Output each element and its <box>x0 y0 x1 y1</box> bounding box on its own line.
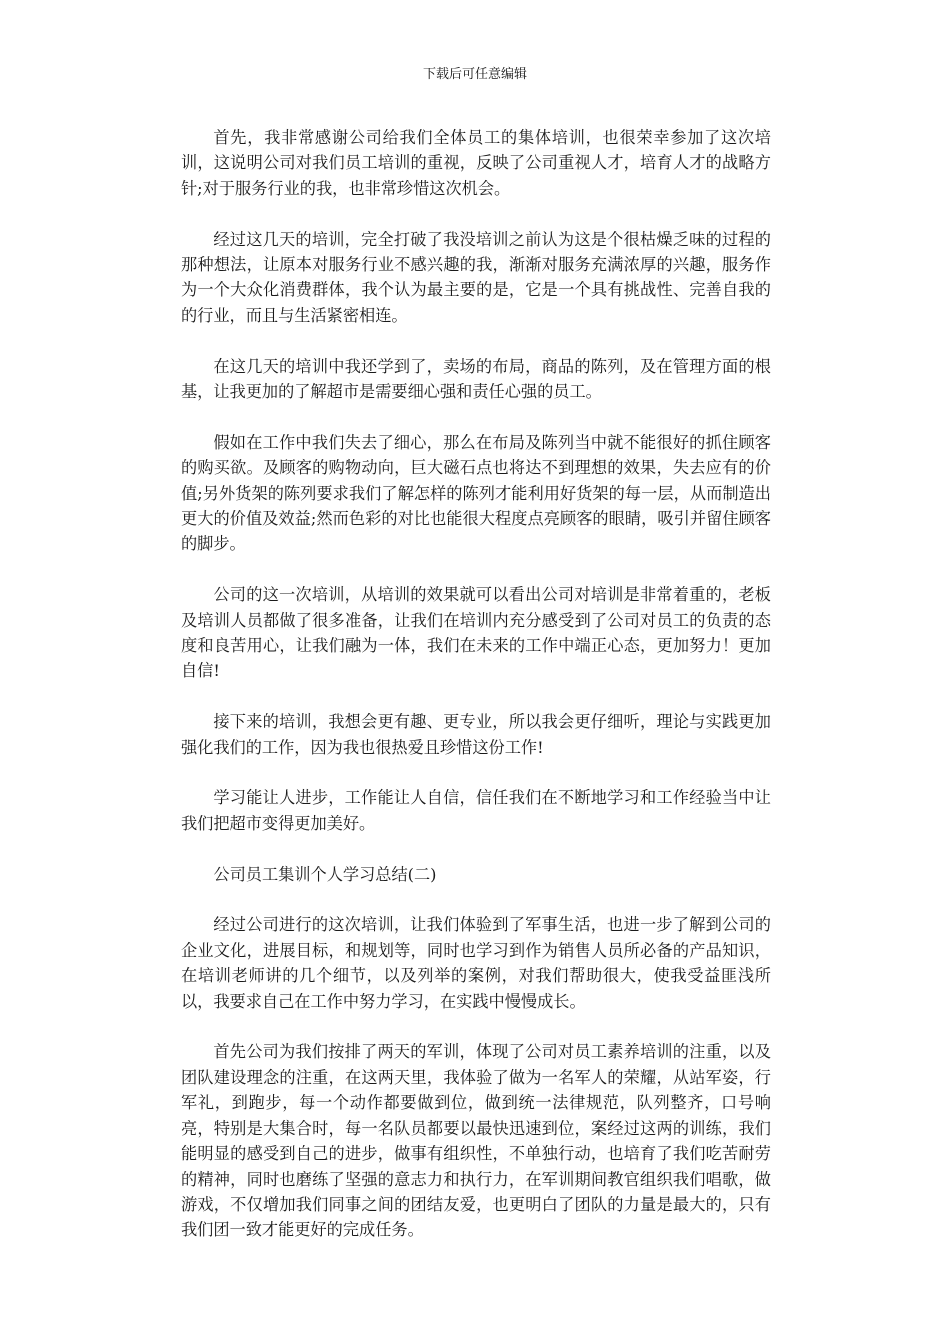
paragraph-9: 首先公司为我们按排了两天的军训，体现了公司对员工素养培训的注重，以及团队建设理念的注重，在这两天里，我体验了做为一名军人的荣耀，从站军姿，行军礼，到跑步，每一个动作都要做到位，做到统一法律规范，队列整齐，口号响亮，特别是大集合时，每一名队员都要以最快迅速到位，案经过这两的训练，我们能明显的感受到自己的进步，做事有组织性，不单独行动，也培育了我们吃苦耐劳的精神，同时也磨练了坚强的意志力和执行力，在军训期间教官组织我们唱歌，做游戏，不仅增加我们同事之间的团结友爱，也更明白了团队的力量是最大的，只有我们团一致才能更好的完成任务。 <box>181 1042 771 1240</box>
paragraph-5: 公司的这一次培训，从培训的效果就可以看出公司对培训是非常着重的，老板及培训人员都做了很多准备，让我们在培训内充分感受到了公司对员工的负责的态度和良苦用心，让我们融为一体，我们在未来的工作中端正心态，更加努力！更加自信! <box>181 585 771 681</box>
section-title: 公司员工集训个人学习总结(二) <box>213 864 437 884</box>
paragraph-3: 在这几天的培训中我还学到了，卖场的布局，商品的陈列，及在管理方面的根基，让我更加的了解超市是需要细心强和责任心强的员工。 <box>181 356 771 402</box>
document-body <box>181 125 771 1268</box>
paragraph-7: 学习能让人进步，工作能让人自信，信任我们在不断地学习和工作经验当中让我们把超市变得更加美好。 <box>181 788 771 833</box>
paragraph-1: 首先，我非常感谢公司给我们全体员工的集体培训，也很荣幸参加了这次培训，这说明公司对我们员工培训的重视，反映了公司重视人才，培育人才的战略方针;对于服务行业的我，也非常珍惜这次机会。 <box>181 128 771 198</box>
paragraph-6: 接下来的培训，我想会更有趣、更专业，所以我会更仔细听，理论与实践更加强化我们的工作，因为我也很热爱且珍惜这份工作! <box>181 712 771 757</box>
page-header: 下载后可任意编辑 <box>422 67 527 82</box>
paragraph-2: 经过这几天的培训，完全打破了我没培训之前认为这是个很枯燥乏味的过程的那种想法，让原本对服务行业不感兴趣的我，渐渐对服务充满浓厚的兴趣，服务作为一个大众化消费群体，我个认为最主要的是，它是一个具有挑战性、完善自我的的行业，而且与生活紧密相连。 <box>181 229 771 325</box>
paragraph-4: 假如在工作中我们失去了细心，那么在布局及陈列当中就不能很好的抓住顾客的购买欲。及顾客的购物动向，巨大磁石点也将达不到理想的效果，失去应有的价值;另外货架的陈列要求我们了解怎样的陈列才能利用好货架的每一层，从而制造出更大的价值及效益;然而色彩的对比也能很大程度点亮顾客的眼睛，吸引并留住顾客的脚步。 <box>181 432 771 554</box>
paragraph-8: 经过公司进行的这次培训，让我们体验到了军事生活，也进一步了解到公司的企业文化，进展目标，和规划等，同时也学习到作为销售人员所必备的产品知识，在培训老师讲的几个细节，以及列举的案例，对我们帮助很大，使我受益匪浅所以，我要求自己在工作中努力学习，在实践中慢慢成长。 <box>181 915 771 1011</box>
